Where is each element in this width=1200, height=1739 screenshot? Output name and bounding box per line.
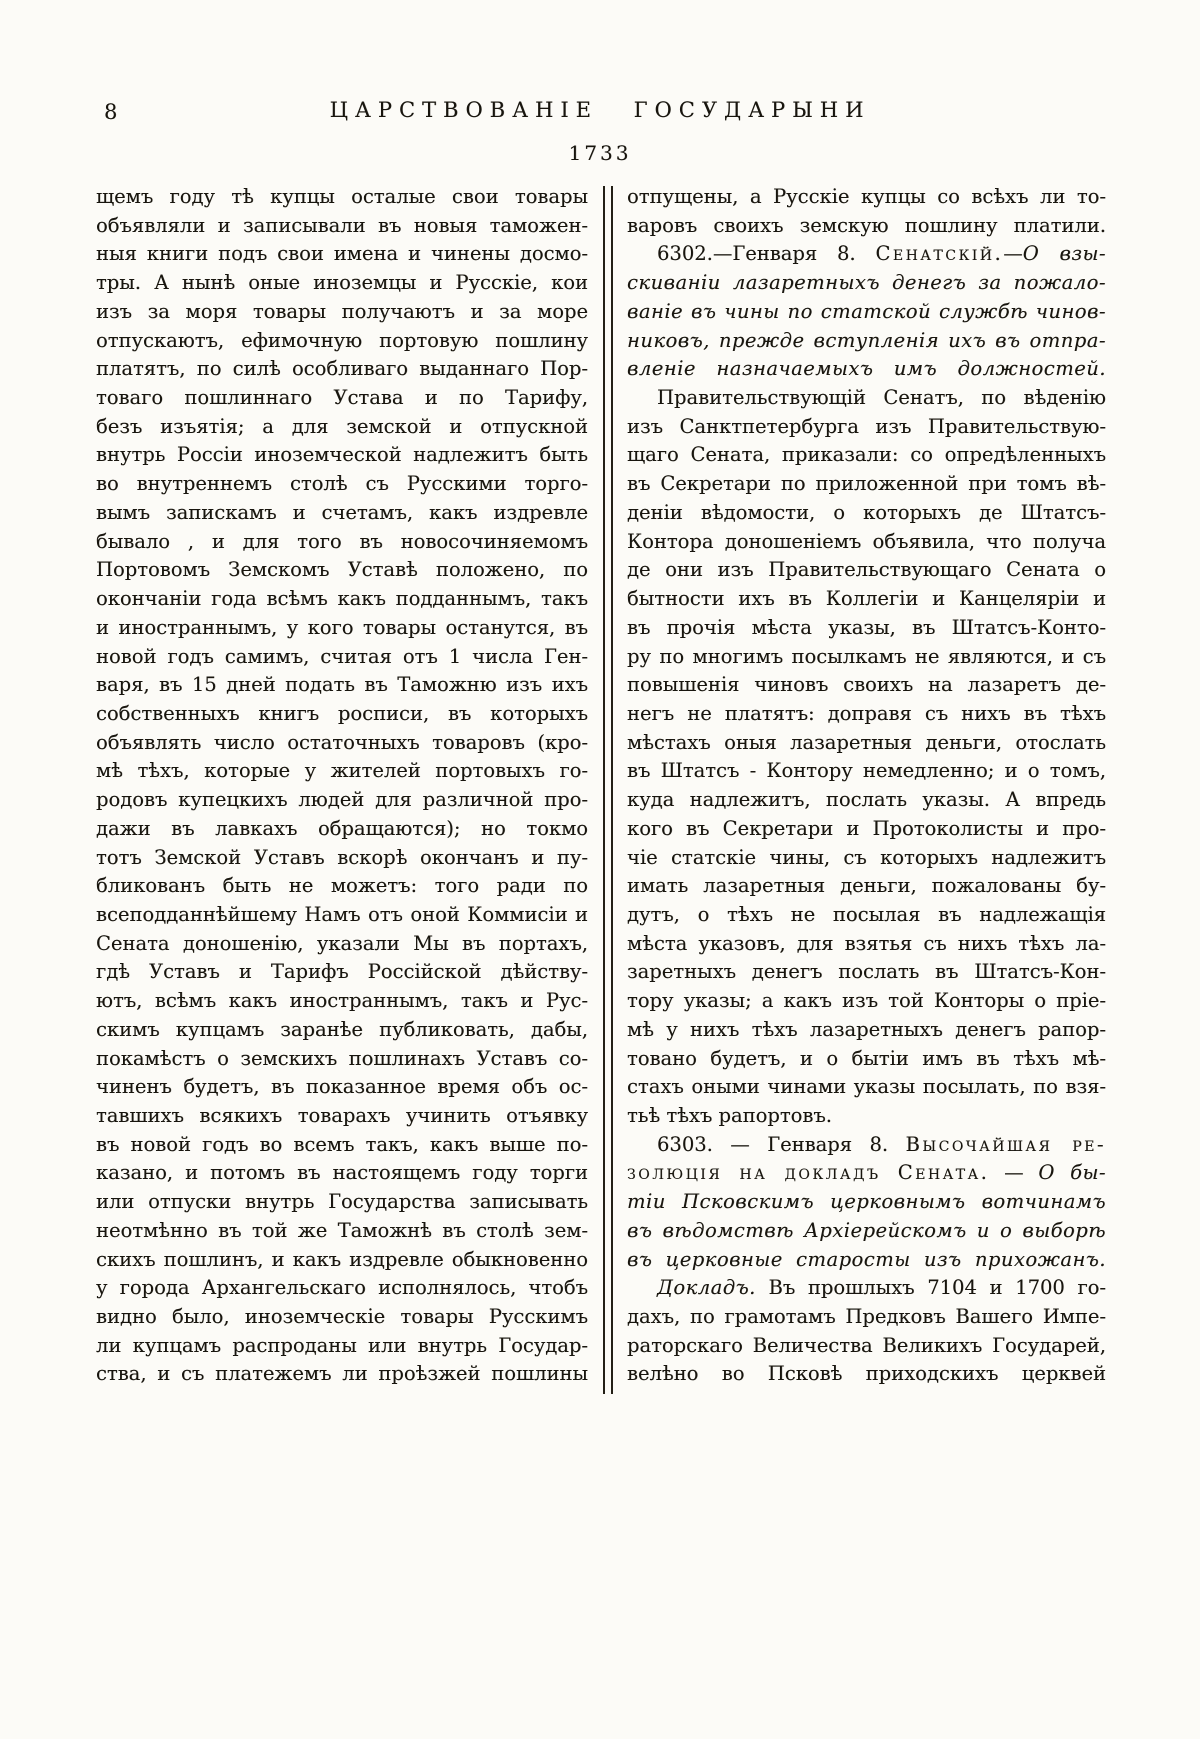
body-text: скимъ купцамъ заранѣе публиковать, дабы,	[96, 1017, 588, 1041]
italic-text: О взы-	[1022, 242, 1106, 266]
small-caps-text: Высочайшая ре-	[905, 1132, 1106, 1156]
italic-text: въ вѣдомствѣ Архіерейскомъ и о выборѣ	[627, 1218, 1106, 1242]
body-text: новой годъ самимъ, считая отъ 1 числа Ген-	[96, 644, 588, 668]
text-line	[627, 1274, 1106, 1303]
body-text: Контора доношеніемъ объявила, что получа	[627, 529, 1106, 553]
italic-text: О бы-	[1038, 1161, 1106, 1185]
text-line	[627, 240, 1106, 269]
text-line	[627, 844, 1106, 873]
text-line	[627, 700, 1106, 729]
body-text: имать лазаретныя деньги, пожалованы бу-	[627, 874, 1106, 898]
body-text: неотмѣнно въ той же Таможнѣ въ столѣ зем-	[96, 1218, 588, 1242]
body-text: отпущены, а Русскіе купцы со всѣхъ ли то-	[627, 185, 1106, 208]
body-text: бывало , и для того въ новосочиняемомъ	[96, 529, 588, 553]
body-text: Портовомъ Земскомъ Уставѣ положено, по	[96, 558, 588, 582]
text-line	[96, 1045, 588, 1074]
body-text: ства, и съ платежемъ ли проѣзжей пошлины	[96, 1362, 588, 1386]
text-line	[96, 1217, 588, 1246]
text-line	[627, 413, 1106, 442]
body-text: негъ не платятъ: доправя съ нихъ въ тѣхъ	[627, 701, 1106, 725]
text-line	[96, 643, 588, 672]
text-line	[96, 729, 588, 758]
text-line	[627, 1016, 1106, 1045]
text-line	[96, 930, 588, 959]
body-text: Сената доношенію, указали Мы въ портахъ,	[96, 931, 588, 955]
text-line	[627, 499, 1106, 528]
body-text: безъ изъятія; а для земской и отпускной	[96, 414, 588, 438]
text-line	[96, 470, 588, 499]
body-text: покамѣстъ о земскихъ пошлинахъ Уставъ со-	[96, 1046, 588, 1070]
text-line	[96, 757, 588, 786]
body-text: въ Секретари по приложенной при томъ вѣ-	[627, 472, 1106, 496]
body-text: родовъ купецкихъ людей для различной про-	[96, 788, 588, 812]
text-line	[96, 585, 588, 614]
body-text: раторскаго Величества Великихъ Государей,	[627, 1333, 1106, 1357]
body-text: де они изъ Правительствующаго Сената о	[627, 558, 1106, 582]
column-divider	[603, 186, 613, 1394]
text-line	[96, 556, 588, 585]
text-line	[627, 614, 1106, 643]
body-text: мѣ у нихъ тѣхъ лазаретныхъ денегъ рапор-	[627, 1017, 1106, 1041]
text-line	[627, 298, 1106, 327]
text-line	[96, 1016, 588, 1045]
body-text: —	[989, 1161, 1039, 1185]
text-line	[96, 815, 588, 844]
body-text: дутъ, о тѣхъ не посылая въ надлежащія	[627, 902, 1106, 926]
body-text: мѣстахъ оныя лазаретныя деньги, отослать	[627, 730, 1106, 754]
text-line	[96, 1274, 588, 1303]
text-line	[627, 355, 1106, 384]
body-text: варовъ своихъ земскую пошлину платили.	[627, 213, 1106, 237]
body-text: варя, въ 15 дней подать въ Таможню изъ ихъ	[96, 673, 588, 697]
body-text: объявляли и записывали въ новыя таможен-	[96, 213, 588, 237]
body-text: тьѣ тѣхъ рапортовъ.	[627, 1104, 832, 1127]
small-caps-text: золюція на докладъ Сената.	[627, 1161, 990, 1185]
body-text: ныя книги подъ свои имена и чинены досмо-	[96, 242, 588, 266]
text-line	[627, 528, 1106, 557]
body-text: тору указы; а какъ изъ той Конторы о пріе-	[627, 989, 1106, 1013]
text-line	[96, 872, 588, 901]
body-text: куда надлежитъ, послать указы. А впредь	[627, 788, 1106, 812]
text-line	[96, 987, 588, 1016]
body-text: ли купцамъ распроданы или внутрь Государ-	[96, 1333, 588, 1357]
text-line	[96, 958, 588, 987]
text-line	[627, 183, 1106, 212]
text-line	[627, 671, 1106, 700]
year-heading: 1733	[568, 141, 632, 165]
body-text: платятъ, по силѣ особливаго выданнаго Пор-	[96, 357, 588, 381]
text-line	[96, 327, 588, 356]
body-text: и иностраннымъ, у кого товары останутся, въ	[96, 615, 588, 639]
text-line	[96, 1159, 588, 1188]
body-text: отпускаютъ, ефимочную портовую пошлину	[96, 328, 588, 352]
body-text: Въ прошлыхъ 7104 и 1700 го-	[755, 1276, 1106, 1300]
text-line	[96, 212, 588, 241]
body-text: въ Штатсъ - Контору немедленно; и о томъ,	[627, 759, 1106, 783]
body-text: вымъ запискамъ и счетамъ, какъ издревле	[96, 500, 588, 524]
text-line	[96, 1131, 588, 1160]
body-text: изъ Санктпетербурга изъ Правительствую-	[627, 414, 1106, 438]
text-line	[96, 1246, 588, 1275]
body-text: тавшихъ всякихъ товарахъ учинить отъявку	[96, 1104, 588, 1127]
body-text: товано будетъ, и о бытіи имъ въ тѣхъ мѣ-	[627, 1046, 1106, 1070]
page-number: 8	[104, 100, 118, 124]
text-line	[627, 1159, 1106, 1188]
text-line	[627, 1246, 1106, 1275]
body-text: тотъ Земской Уставъ вскорѣ окончанъ и пу-	[96, 845, 588, 869]
text-line	[96, 1102, 588, 1131]
text-line	[96, 183, 588, 212]
text-line	[96, 844, 588, 873]
body-text: тры. А нынѣ оные иноземцы и Русскіе, кои	[96, 271, 588, 295]
text-line	[627, 1102, 1106, 1131]
text-line	[627, 441, 1106, 470]
body-text: внутрь Россіи иноземческой надлежитъ быть	[96, 443, 588, 467]
text-line	[96, 528, 588, 557]
text-line	[627, 470, 1106, 499]
text-line	[96, 355, 588, 384]
text-line	[96, 671, 588, 700]
text-line	[96, 1332, 588, 1361]
body-text: щаго Сената, приказали: со опредѣленныхъ	[627, 443, 1106, 467]
italic-text: никовъ, прежде вступленія ихъ въ отпра-	[627, 328, 1106, 352]
text-line	[627, 729, 1106, 758]
text-line	[627, 757, 1106, 786]
text-line	[627, 1303, 1106, 1332]
body-text: дажи въ лавкахъ обращаются); но токмо	[96, 816, 588, 840]
text-line	[627, 269, 1106, 298]
body-text: повышенія чиновъ своихъ на лазаретъ де-	[627, 673, 1106, 697]
body-text: окончаніи года всѣмъ какъ подданнымъ, такъ	[96, 587, 588, 611]
body-text: у города Архангельскаго исполнялось, чтобъ	[96, 1276, 588, 1300]
italic-text: въ церковные старосты изъ прихожанъ.	[627, 1247, 1106, 1271]
text-line	[627, 1217, 1106, 1246]
body-text: стахъ оными чинами указы посылать, по взя-	[627, 1075, 1106, 1099]
text-line	[627, 384, 1106, 413]
text-line	[96, 786, 588, 815]
running-header: ЦАРСТВОВАНІЕ ГОСУДАРЫНИ	[329, 98, 871, 122]
text-line	[627, 1360, 1106, 1389]
body-text: бликованъ быть не можетъ: того ради по	[96, 874, 588, 898]
text-line	[96, 298, 588, 327]
text-line	[96, 269, 588, 298]
body-text: заретныхъ денегъ послать въ Штатсъ-Кон-	[627, 960, 1106, 984]
body-text: ютъ, всѣмъ какъ иностраннымъ, такъ и Рус-	[96, 989, 588, 1013]
body-text: Правительствующій Сенатъ, по вѣденію	[657, 386, 1106, 410]
text-line	[627, 1332, 1106, 1361]
text-line	[627, 1045, 1106, 1074]
italic-text: вленіе назначаемыхъ имъ должностей.	[627, 357, 1106, 381]
text-line	[96, 441, 588, 470]
italic-text: тіи Псковскимъ церковнымъ вотчинамъ	[627, 1190, 1106, 1214]
text-line	[96, 901, 588, 930]
text-line	[96, 1188, 588, 1217]
left-text-column	[96, 183, 588, 1389]
body-text: во внутреннемъ столѣ съ Русскими торго-	[96, 472, 588, 496]
text-line	[96, 413, 588, 442]
body-text: объявлять число остаточныхъ товаровъ (кро-	[96, 730, 588, 754]
body-text: скихъ пошлинъ, и какъ издревле обыкновенно	[96, 1247, 588, 1271]
body-text: товаго пошлиннаго Устава и по Тарифу,	[96, 386, 588, 410]
body-text: видно было, иноземческіе товары Русскимъ	[96, 1305, 588, 1329]
body-text: чіе статскіе чины, съ которыхъ надлежитъ	[627, 845, 1106, 869]
text-line	[627, 1188, 1106, 1217]
body-text: въ новой годъ во всемъ такъ, какъ выше по-	[96, 1132, 588, 1156]
italic-text: скиваніи лазаретныхъ денегъ за пожало-	[627, 271, 1106, 295]
text-line	[627, 786, 1106, 815]
body-text: 6303. — Генваря 8.	[657, 1132, 906, 1156]
body-text: въ прочія мѣста указы, въ Штатсъ-Конто-	[627, 615, 1106, 639]
text-line	[96, 384, 588, 413]
body-text: —	[1003, 242, 1023, 266]
body-text: 6302.—Генваря 8.	[657, 242, 876, 266]
body-text: дахъ, по грамотамъ Предковъ Вашего Импе-	[627, 1305, 1106, 1329]
body-text: ру по многимъ посылкамъ не являются, и съ	[627, 644, 1106, 668]
body-text: кого въ Секретари и Протоколисты и про-	[627, 816, 1106, 840]
text-line	[96, 700, 588, 729]
body-text: гдѣ Уставъ и Тарифъ Россійской дѣйству-	[96, 960, 588, 984]
text-line	[96, 1073, 588, 1102]
text-line	[96, 499, 588, 528]
text-line	[627, 1073, 1106, 1102]
text-line	[96, 1360, 588, 1389]
body-text: казано, и потомъ въ настоящемъ году торги	[96, 1161, 588, 1185]
body-text: чиненъ будетъ, въ показанное время объ ос-	[96, 1075, 588, 1099]
body-text: изъ за моря товары получаютъ и за море	[96, 299, 588, 323]
text-line	[627, 1131, 1106, 1160]
text-line	[627, 815, 1106, 844]
text-line	[627, 872, 1106, 901]
text-line	[627, 585, 1106, 614]
text-line	[627, 212, 1106, 241]
body-text: деніи вѣдомости, о которыхъ де Штатсъ-	[627, 500, 1106, 524]
small-caps-text: Сенатскій.	[875, 242, 1004, 266]
text-line	[627, 643, 1106, 672]
text-line	[627, 327, 1106, 356]
body-text: мѣста указовъ, для взятья съ нихъ тѣхъ ла-	[627, 931, 1106, 955]
body-text: всеподданнѣйшему Намъ отъ оной Коммисіи и	[96, 902, 588, 926]
text-line	[627, 556, 1106, 585]
right-text-column	[627, 183, 1106, 1389]
text-line	[627, 958, 1106, 987]
text-line	[96, 240, 588, 269]
text-line	[627, 901, 1106, 930]
text-line	[96, 614, 588, 643]
body-text: или отпуски внутрь Государства записывать	[96, 1190, 588, 1214]
body-text: бытности ихъ въ Коллегіи и Канцеляріи и	[627, 587, 1106, 611]
body-text: собственныхъ книгъ росписи, въ которыхъ	[96, 701, 588, 725]
italic-text: Докладъ.	[657, 1276, 756, 1300]
body-text: щемъ году тѣ купцы осталые свои товары	[96, 185, 588, 208]
text-line	[96, 1303, 588, 1332]
text-line	[627, 930, 1106, 959]
italic-text: ваніе въ чины по статской службѣ чинов-	[627, 299, 1106, 323]
body-text: велѣно во Псковѣ приходскихъ церквей	[627, 1362, 1106, 1386]
body-text: мѣ тѣхъ, которые у жителей портовыхъ го-	[96, 759, 588, 783]
text-line	[627, 987, 1106, 1016]
